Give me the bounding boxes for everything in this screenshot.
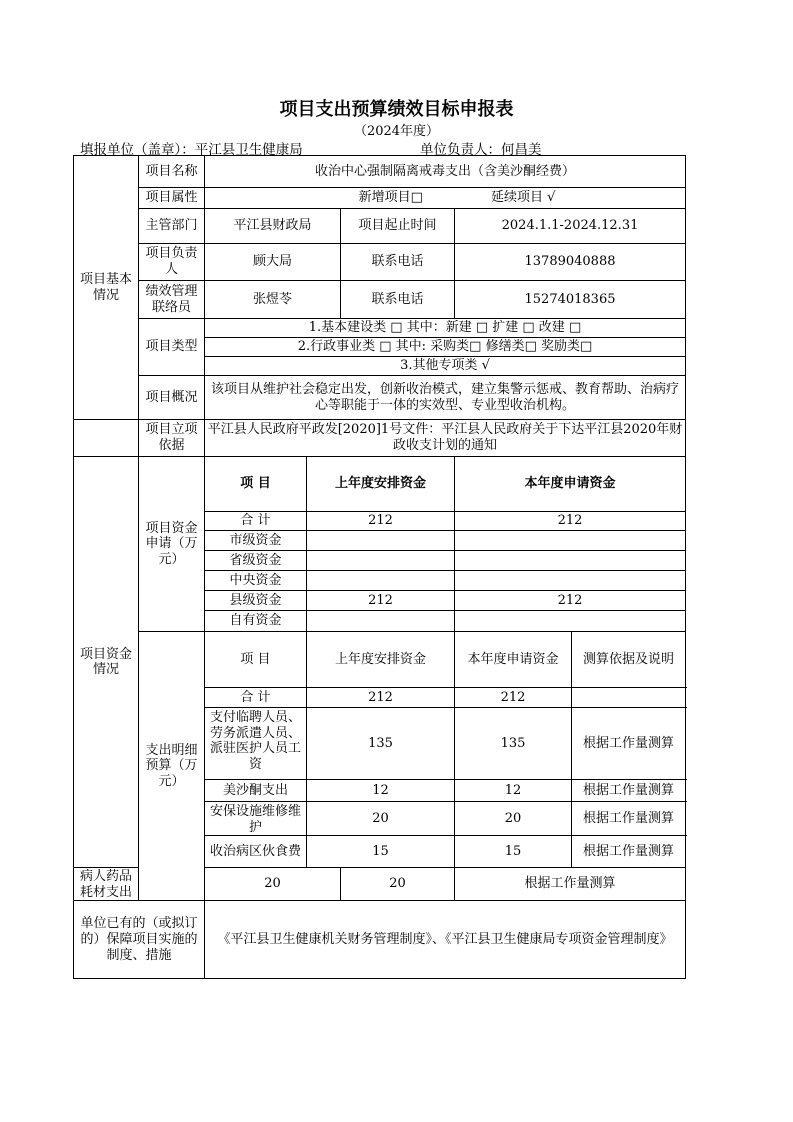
dept-value: 平江县财政局 bbox=[205, 209, 341, 244]
funds-row-this bbox=[455, 571, 686, 591]
filing-unit: 填报单位（盖章）：平江县卫生健康局 bbox=[80, 142, 303, 158]
guarantee-label: 单位已有的（或拟订的）保障项目实施的制度、措施 bbox=[74, 901, 205, 979]
declaration-table bbox=[73, 155, 686, 979]
expense-col-item: 项 目 bbox=[205, 632, 307, 688]
funds-row-name: 县级资金 bbox=[205, 591, 307, 611]
funds-row-last bbox=[307, 611, 455, 632]
funds-row-this: 212 bbox=[455, 591, 686, 611]
project-name-label: 项目名称 bbox=[139, 156, 205, 188]
liaison-label: 绩效管理联络员 bbox=[139, 281, 205, 319]
project-type-line-3: 3.其他专项类 √ bbox=[205, 357, 686, 376]
expense-row-name: 合 计 bbox=[205, 688, 307, 708]
funds-row-name: 中央资金 bbox=[205, 571, 307, 591]
expense-row-name: 美沙酮支出 bbox=[205, 780, 307, 802]
page-title: 项目支出预算绩效目标申报表 bbox=[279, 99, 514, 120]
funds-row-name: 自有资金 bbox=[205, 611, 307, 632]
expense-row-last: 20 bbox=[307, 802, 455, 836]
expense-row-name: 收治病区伙食费 bbox=[205, 836, 307, 868]
funds-row-name: 省级资金 bbox=[205, 551, 307, 571]
expense-row-note: 根据工作量测算 bbox=[455, 868, 686, 901]
funds-row-this bbox=[455, 531, 686, 551]
expense-row-last: 15 bbox=[307, 836, 455, 868]
expense-row-this: 12 bbox=[455, 780, 572, 802]
expense-col-note: 测算依据及说明 bbox=[572, 632, 686, 688]
funds-apply-label: 项目资金申请（万元） bbox=[139, 457, 205, 632]
project-type-line-1: 1.基本建设类 □ 其中：新建 □ 扩建 □ 改建 □ bbox=[205, 319, 686, 338]
expense-row-note: 根据工作量测算 bbox=[572, 836, 686, 868]
attr-continue-option: 延续项目 √ bbox=[491, 190, 556, 206]
funds-col-last: 上年度安排资金 bbox=[307, 457, 455, 512]
funds-col-this: 本年度申请资金 bbox=[455, 457, 686, 512]
basis-value: 平江县人民政府平政发[2020]1号文件：平江县人民政府关于下达平江县2020年财政收支计划的通知 bbox=[205, 420, 686, 457]
dept-label: 主管部门 bbox=[139, 209, 205, 244]
funds-row-name: 市级资金 bbox=[205, 531, 307, 551]
project-type-line-2: 2.行政事业类 □ 其中: 采购类□ 修缮类□ 奖励类□ bbox=[205, 338, 686, 357]
expense-col-last: 上年度安排资金 bbox=[307, 632, 455, 688]
funds-row-name: 合 计 bbox=[205, 512, 307, 531]
expense-row-this: 15 bbox=[455, 836, 572, 868]
funds-row-last: 212 bbox=[307, 591, 455, 611]
funds-row-last bbox=[307, 531, 455, 551]
basis-label: 项目立项依据 bbox=[139, 420, 205, 457]
expense-row-this: 212 bbox=[455, 688, 572, 708]
expense-row-name: 支付临聘人员、劳务派遣人员、派驻医护人员工资 bbox=[205, 708, 307, 780]
expense-row-note: 根据工作量测算 bbox=[572, 802, 686, 836]
funds-col-item: 项 目 bbox=[205, 457, 307, 512]
funds-row-last bbox=[307, 571, 455, 591]
expense-row-name: 安保设施维修维护 bbox=[205, 802, 307, 836]
expense-row-last: 12 bbox=[307, 780, 455, 802]
expense-row-note bbox=[572, 688, 686, 708]
liaison-phone-label: 联系电话 bbox=[341, 281, 455, 319]
funds-section-label: 项目资金情况 bbox=[74, 457, 139, 868]
expense-row-note: 根据工作量测算 bbox=[572, 780, 686, 802]
overview-value: 该项目从维护社会稳定出发，创新收治模式，建立集警示惩戒、教育帮助、治病疗心等职能于一体的实效型、专业型收治机构。 bbox=[205, 376, 686, 420]
expense-label: 支出明细预算（万元） bbox=[139, 632, 205, 901]
expense-row-name: 病人药品耗材支出 bbox=[74, 868, 139, 901]
expense-row-last: 20 bbox=[205, 868, 341, 901]
expense-row-note: 根据工作量测算 bbox=[572, 708, 686, 780]
funds-row-this bbox=[455, 551, 686, 571]
basic-section-label: 项目基本情况 bbox=[74, 156, 139, 420]
page-subtitle: （2024年度） bbox=[353, 124, 440, 139]
expense-row-this: 20 bbox=[455, 802, 572, 836]
project-attr-label: 项目属性 bbox=[139, 188, 205, 209]
attr-new-option: 新增项目□ bbox=[358, 190, 423, 206]
funds-row-this: 212 bbox=[455, 512, 686, 531]
liaison-value: 张煜苓 bbox=[205, 281, 341, 319]
owner-value: 顾大局 bbox=[205, 244, 341, 281]
liaison-phone-value: 15274018365 bbox=[455, 281, 686, 319]
period-value: 2024.1.1-2024.12.31 bbox=[455, 209, 686, 244]
overview-label: 项目概况 bbox=[139, 376, 205, 420]
expense-col-this: 本年度申请资金 bbox=[455, 632, 572, 688]
owner-phone-value: 13789040888 bbox=[455, 244, 686, 281]
guarantee-value: 《平江县卫生健康机关财务管理制度》、《平江县卫生健康局专项资金管理制度》 bbox=[205, 901, 686, 979]
funds-row-last bbox=[307, 551, 455, 571]
project-name-value: 收治中心强制隔离戒毒支出（含美沙酮经费） bbox=[205, 156, 686, 188]
expense-row-last: 212 bbox=[307, 688, 455, 708]
unit-leader: 单位负责人：何昌美 bbox=[420, 142, 542, 158]
funds-row-this bbox=[455, 611, 686, 632]
period-label: 项目起止时间 bbox=[341, 209, 455, 244]
owner-phone-label: 联系电话 bbox=[341, 244, 455, 281]
owner-label: 项目负责人 bbox=[139, 244, 205, 281]
project-attr-value bbox=[205, 188, 686, 209]
expense-row-this: 20 bbox=[341, 868, 455, 901]
project-type-label: 项目类型 bbox=[139, 319, 205, 376]
expense-row-last: 135 bbox=[307, 708, 455, 780]
expense-row-this: 135 bbox=[455, 708, 572, 780]
funds-row-last: 212 bbox=[307, 512, 455, 531]
